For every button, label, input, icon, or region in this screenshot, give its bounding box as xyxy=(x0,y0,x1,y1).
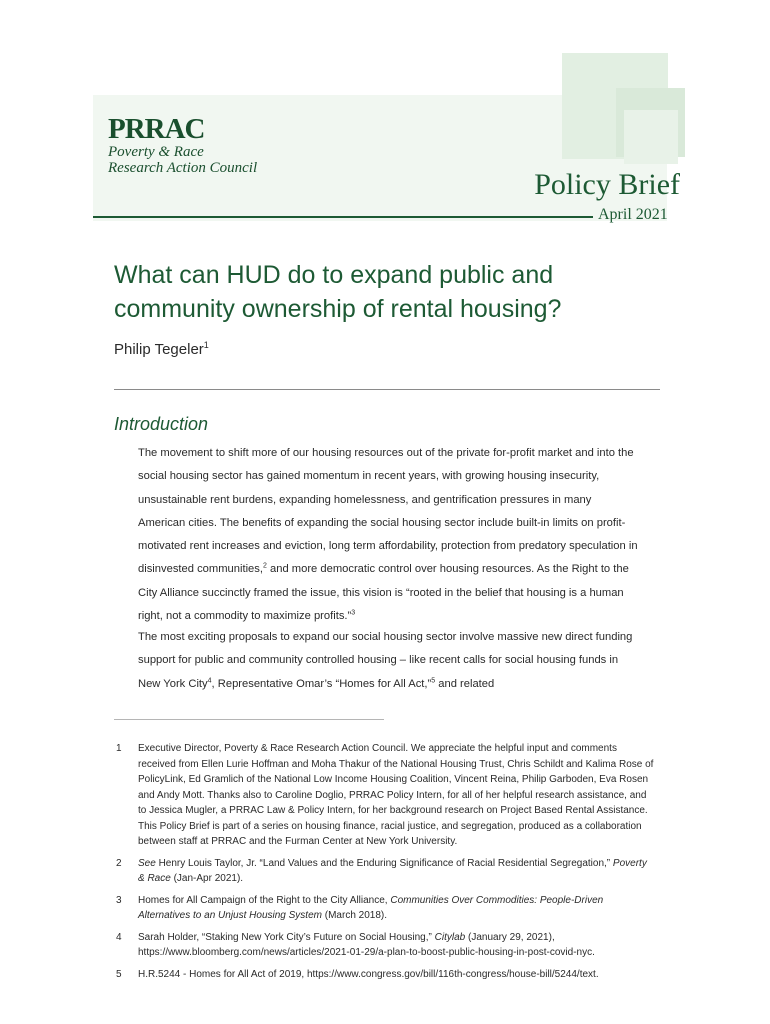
paragraph-1-text-a: The movement to shift more of our housing resources out of the private for-profit market and into the social housing sector has gained momentum in recent years, with growing housing insecurity, unsustainable rent burdens, expanding homelessness, and gentrification pressures in many American cities. The benefits of expanding the social housing sector include built-in limits on profit-motivated rent increases and eviction, long term affordability, protection from predatory speculation in disinvested communities, xyxy=(138,447,638,576)
logo-line-2: Research Action Council xyxy=(108,160,258,176)
paragraph-2-text-c: and related xyxy=(435,677,495,690)
section-heading-introduction: Introduction xyxy=(114,414,209,434)
footnote-3 xyxy=(116,893,656,924)
footnote-number: 3 xyxy=(116,894,122,906)
footnote-text: Homes for All Campaign of the Right to the City Alliance, xyxy=(138,894,391,906)
footnote-see: See xyxy=(138,857,156,869)
paragraph-2-text-a: The most exciting proposals to expand our social housing sector involve massive new direct funding support for public and community controlled housing – like recent calls for social housing funds in New York City xyxy=(138,631,633,690)
footnote-1 xyxy=(116,741,656,850)
footnote-ref-3[interactable]: 3 xyxy=(351,609,356,617)
footnote-4 xyxy=(116,930,656,961)
footnote-2 xyxy=(116,856,656,887)
footnote-text: Henry Louis Taylor, Jr. “Land Values and the Enduring Significance of Racial Residential Segregation,” xyxy=(155,857,613,869)
footnote-ref-4[interactable]: 4 xyxy=(207,676,212,684)
footnote-ref-2[interactable]: 2 xyxy=(262,562,267,570)
author-name: Philip Tegeler xyxy=(114,341,204,358)
footnote-body xyxy=(138,930,656,961)
author xyxy=(114,340,209,358)
paragraph-1 xyxy=(138,442,638,628)
footnote-number: 5 xyxy=(116,968,122,980)
footnote-tail: (March 2018). xyxy=(321,910,388,921)
footnote-5 xyxy=(116,967,656,983)
footnote-number: 1 xyxy=(116,743,122,754)
footnote-text: Sarah Holder, “Staking New York City’s Future on Social Housing,” xyxy=(138,931,435,943)
policy-brief-title: Policy Brief xyxy=(534,168,680,201)
prrac-logo xyxy=(108,114,257,176)
footnote-text: Executive Director, Poverty & Race Research Action Council. We appreciate the helpful input and comments received from Ellen Lurie Hoffman and Moha Thakur of the National Housing Trust, Chris Schildt and Kalima Rose of PolicyLink, Ed Gramlich of the National Low Income Housing Coalition, Vincent Reina, Philip Garboden, Eva Rosen and Andy Mott. Thanks also to Caroline Doglio, PRRAC Policy Intern, for all of her helpful research assistance, and to Jessica Mugler, a PRRAC Law & Policy Intern, for her background research on Project Based Rental Assistance. This Policy Brief is part of a series on housing finance, racial justice, and segregation, produced as a collaboration between staff at PRRAC and the Furman Center at New York University. xyxy=(138,743,654,847)
footnote-divider xyxy=(114,719,384,720)
paragraph-2-text-b: , Representative Omar’s “Homes for All Act,” xyxy=(211,677,432,690)
footnote-tail[interactable]: (January 29, 2021), https://www.bloomberg.com/news/articles/2021-01-29/a-plan-to-boost-public-housing-in-post-covid-nyc. xyxy=(138,931,595,958)
brief-date: April 2021 xyxy=(598,206,668,223)
paragraph-1-text-b: and more democratic control over housing resources. As the Right to the City Alliance succinctly framed the issue, this vision is “rooted in the belief that housing is a human right, not a commodity to maximize profits.” xyxy=(138,563,629,623)
footnote-number: 4 xyxy=(116,931,122,943)
footnote-italic-title: Citylab xyxy=(434,931,466,943)
paragraph-2 xyxy=(138,626,638,696)
footnote-body xyxy=(138,856,656,887)
footnote-italic-title: Communities Over Commodities: People-Driven Alternatives to an Unjust Housing System xyxy=(138,894,604,921)
footnote-number: 2 xyxy=(116,857,122,869)
article-title: What can HUD do to expand public and community ownership of rental housing? xyxy=(114,261,562,323)
logo-mark: PRRAC xyxy=(108,113,205,145)
author-footnote-ref[interactable]: 1 xyxy=(203,340,209,350)
footnotes xyxy=(116,741,656,988)
author-divider xyxy=(114,389,660,390)
footnote-text[interactable]: H.R.5244 - Homes for All Act of 2019, https://www.congress.gov/bill/116th-congress/house-bill/5244/text. xyxy=(138,968,599,980)
header-decor-square xyxy=(624,110,678,164)
footnote-italic-title: Poverty & Race xyxy=(138,857,647,884)
footnote-body xyxy=(138,893,656,924)
logo-line-1: Poverty & Race xyxy=(108,144,204,160)
header-rule xyxy=(93,216,593,218)
footnote-ref-5[interactable]: 5 xyxy=(431,676,436,684)
footnote-tail: (Jan-Apr 2021). xyxy=(170,873,244,884)
